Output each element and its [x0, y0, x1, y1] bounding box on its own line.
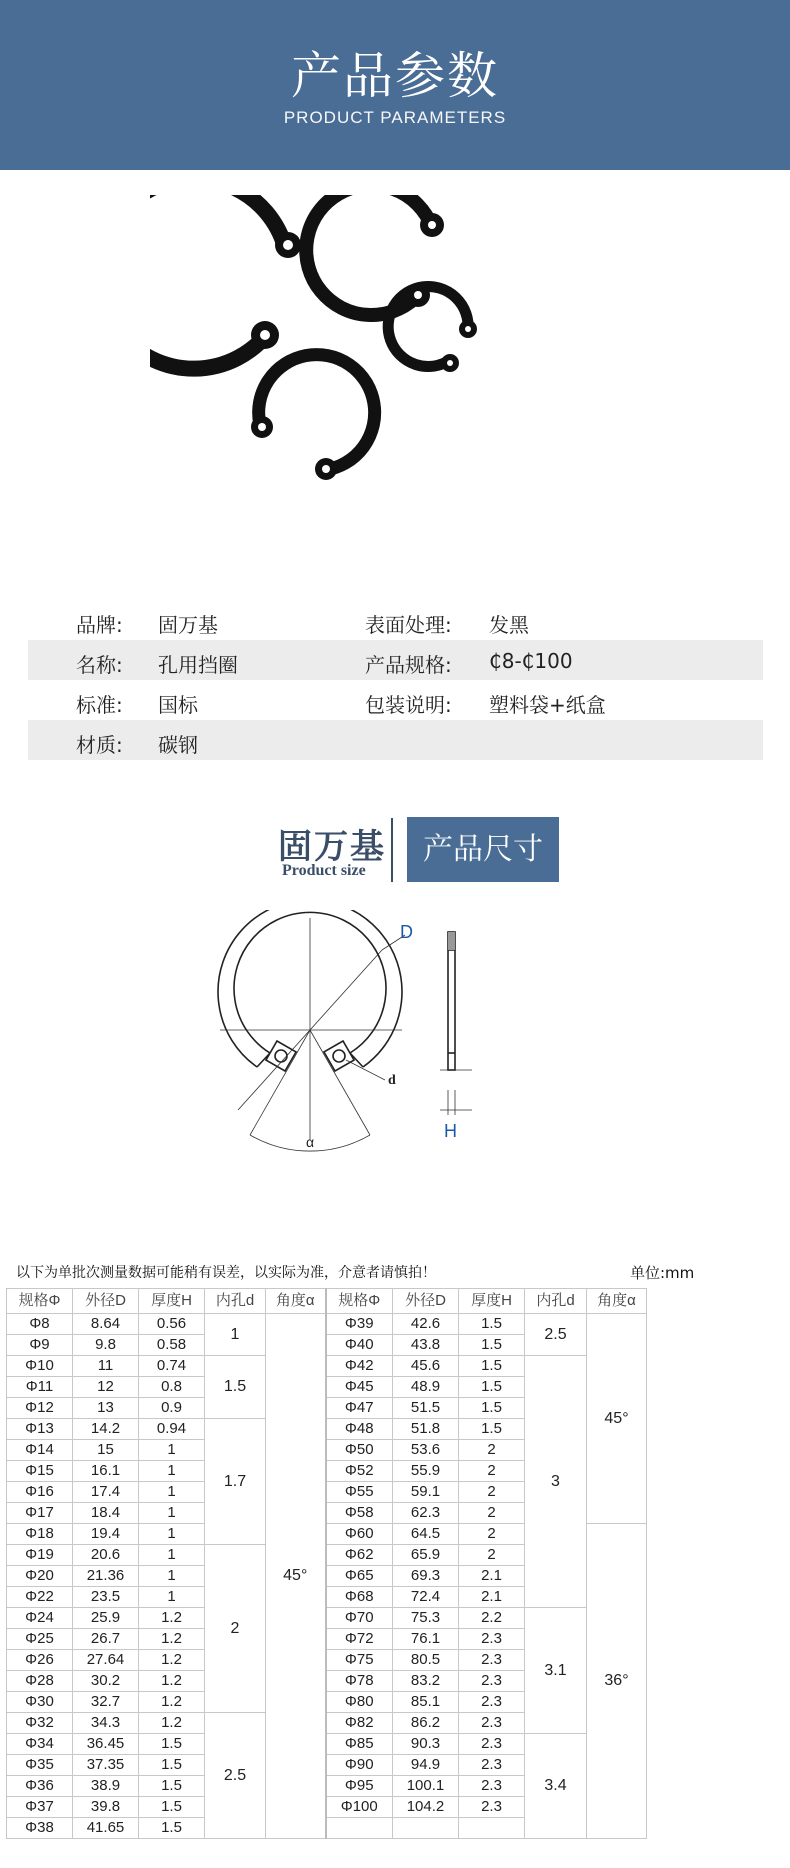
table-cell: 27.64	[73, 1650, 139, 1671]
table-cell: Φ40	[326, 1335, 393, 1356]
hole-size-cell: 2	[205, 1545, 266, 1713]
table-cell: Φ13	[7, 1419, 73, 1440]
table-cell: 37.35	[73, 1755, 139, 1776]
param-row	[28, 640, 763, 680]
param-k2: 包装说明:	[365, 693, 452, 717]
table-cell: 90.3	[393, 1734, 459, 1755]
table-cell	[393, 1818, 459, 1839]
table-cell: Φ70	[326, 1608, 393, 1629]
table-cell: 1	[139, 1503, 205, 1524]
table-cell: Φ26	[7, 1650, 73, 1671]
table-cell: 13	[73, 1398, 139, 1419]
table-cell: 80.5	[393, 1650, 459, 1671]
table-cell: 1.5	[459, 1419, 525, 1440]
column-header: 厚度H	[139, 1289, 205, 1314]
table-cell: 1.5	[139, 1818, 205, 1839]
table-cell: Φ78	[326, 1671, 393, 1692]
page-header	[0, 0, 790, 170]
table-cell: 23.5	[73, 1587, 139, 1608]
table-cell: Φ32	[7, 1713, 73, 1734]
section-title-size: 产品尺寸	[407, 817, 559, 882]
table-cell: 8.64	[73, 1314, 139, 1335]
table-cell: 2.3	[459, 1671, 525, 1692]
table-cell: 41.65	[73, 1818, 139, 1839]
label-H: H	[444, 1121, 457, 1141]
table-cell: 14.2	[73, 1419, 139, 1440]
table-row	[7, 1314, 647, 1335]
table-cell: 1.2	[139, 1608, 205, 1629]
table-cell: 1.2	[139, 1713, 205, 1734]
table-cell: 16.1	[73, 1461, 139, 1482]
table-cell: Φ15	[7, 1461, 73, 1482]
angle-cell: 45°	[266, 1314, 326, 1839]
table-cell: Φ68	[326, 1587, 393, 1608]
table-cell: 2.3	[459, 1650, 525, 1671]
header-title-en: PRODUCT PARAMETERS	[283, 108, 507, 127]
table-cell: Φ25	[7, 1629, 73, 1650]
column-header: 规格Φ	[326, 1289, 393, 1314]
table-cell: Φ62	[326, 1545, 393, 1566]
table-row	[7, 1734, 647, 1755]
hatch-mark	[448, 932, 455, 950]
table-cell: 94.9	[393, 1755, 459, 1776]
table-cell: 2	[459, 1545, 525, 1566]
angle-cell: 45°	[587, 1314, 647, 1524]
table-cell: Φ82	[326, 1713, 393, 1734]
table-cell: Φ80	[326, 1692, 393, 1713]
table-cell	[326, 1818, 393, 1839]
table-cell	[459, 1818, 525, 1839]
table-cell: Φ14	[7, 1440, 73, 1461]
table-cell: Φ52	[326, 1461, 393, 1482]
table-cell: 1.2	[139, 1650, 205, 1671]
table-cell: 1	[139, 1461, 205, 1482]
table-cell: 100.1	[393, 1776, 459, 1797]
label-d: d	[388, 1073, 396, 1088]
brand-divider	[391, 818, 393, 882]
column-header: 角度α	[266, 1289, 326, 1314]
table-cell: Φ60	[326, 1524, 393, 1545]
param-k1: 名称:	[76, 653, 123, 677]
table-cell: Φ35	[7, 1755, 73, 1776]
table-cell: 59.1	[393, 1482, 459, 1503]
table-cell: 2.3	[459, 1755, 525, 1776]
table-cell: Φ95	[326, 1776, 393, 1797]
table-cell: 0.9	[139, 1398, 205, 1419]
table-cell: 12	[73, 1377, 139, 1398]
table-cell: 65.9	[393, 1545, 459, 1566]
table-cell: 1	[139, 1482, 205, 1503]
table-cell: 15	[73, 1440, 139, 1461]
hole-size-cell: 1.7	[205, 1419, 266, 1545]
table-cell: Φ12	[7, 1398, 73, 1419]
table-cell: 86.2	[393, 1713, 459, 1734]
table-cell: 0.58	[139, 1335, 205, 1356]
table-cell: Φ17	[7, 1503, 73, 1524]
table-cell: 1.5	[459, 1314, 525, 1335]
table-cell: 2	[459, 1524, 525, 1545]
param-k1: 品牌:	[76, 613, 123, 637]
table-cell: 2.3	[459, 1734, 525, 1755]
table-cell: 1.2	[139, 1692, 205, 1713]
table-cell: 76.1	[393, 1629, 459, 1650]
column-header: 内孔d	[205, 1289, 266, 1314]
table-cell: Φ18	[7, 1524, 73, 1545]
param-k1: 材质:	[76, 733, 123, 757]
param-k2: 表面处理:	[365, 613, 452, 637]
table-cell: 1.2	[139, 1671, 205, 1692]
table-cell: 38.9	[73, 1776, 139, 1797]
table-cell: 64.5	[393, 1524, 459, 1545]
table-cell: 1.5	[459, 1335, 525, 1356]
table-cell: 83.2	[393, 1671, 459, 1692]
table-cell: Φ85	[326, 1734, 393, 1755]
unit-label: 单位:mm	[630, 1264, 695, 1282]
table-cell: Φ47	[326, 1398, 393, 1419]
table-cell: 2.3	[459, 1797, 525, 1818]
table-cell: 1.5	[139, 1776, 205, 1797]
table-cell: 2	[459, 1461, 525, 1482]
hole-size-cell: 3.1	[525, 1608, 587, 1734]
table-cell: 1	[139, 1524, 205, 1545]
table-cell: 19.4	[73, 1524, 139, 1545]
table-cell: 42.6	[393, 1314, 459, 1335]
table-cell: 69.3	[393, 1566, 459, 1587]
table-cell: Φ50	[326, 1440, 393, 1461]
table-cell: 2.3	[459, 1629, 525, 1650]
table-cell: 1.5	[139, 1797, 205, 1818]
table-cell: 104.2	[393, 1797, 459, 1818]
table-cell: Φ55	[326, 1482, 393, 1503]
table-cell: Φ19	[7, 1545, 73, 1566]
param-v2: ₵8-₵100	[489, 649, 573, 673]
table-cell: 43.8	[393, 1335, 459, 1356]
table-row	[7, 1608, 647, 1629]
table-cell: Φ75	[326, 1650, 393, 1671]
table-cell: 51.5	[393, 1398, 459, 1419]
hole-size-cell: 2.5	[525, 1314, 587, 1356]
spec-table	[6, 1288, 647, 1839]
label-alpha: α	[306, 1134, 315, 1150]
table-cell: 53.6	[393, 1440, 459, 1461]
param-v1: 国标	[158, 693, 198, 717]
table-cell: 11	[73, 1356, 139, 1377]
hole-size-cell: 3	[525, 1356, 587, 1608]
hole-size-cell: 1.5	[205, 1356, 266, 1419]
table-cell: Φ36	[7, 1776, 73, 1797]
table-cell: Φ37	[7, 1797, 73, 1818]
table-cell: Φ20	[7, 1566, 73, 1587]
table-cell: 48.9	[393, 1377, 459, 1398]
table-cell: 36.45	[73, 1734, 139, 1755]
table-cell: 2.3	[459, 1713, 525, 1734]
table-cell: 2.1	[459, 1566, 525, 1587]
table-cell: 2	[459, 1482, 525, 1503]
param-row	[28, 600, 763, 640]
table-cell: 85.1	[393, 1692, 459, 1713]
column-header: 内孔d	[525, 1289, 587, 1314]
table-cell: 2.3	[459, 1776, 525, 1797]
table-cell: 26.7	[73, 1629, 139, 1650]
table-cell: Φ11	[7, 1377, 73, 1398]
column-header: 规格Φ	[7, 1289, 73, 1314]
table-cell: 0.74	[139, 1356, 205, 1377]
table-cell: 17.4	[73, 1482, 139, 1503]
table-cell: Φ28	[7, 1671, 73, 1692]
table-cell: 1.5	[459, 1398, 525, 1419]
table-cell: 39.8	[73, 1797, 139, 1818]
param-row	[28, 720, 763, 760]
table-cell: 25.9	[73, 1608, 139, 1629]
param-k2: 产品规格:	[365, 653, 452, 677]
table-cell: Φ8	[7, 1314, 73, 1335]
table-cell: Φ24	[7, 1608, 73, 1629]
param-v1: 固万基	[158, 613, 218, 637]
column-header: 外径D	[73, 1289, 139, 1314]
table-row	[7, 1356, 647, 1377]
header-title-cn: 产品参数	[291, 47, 499, 105]
param-v2: 塑料袋+纸盒	[489, 693, 606, 717]
table-header-row	[7, 1289, 647, 1314]
table-cell: 2.3	[459, 1692, 525, 1713]
column-header: 外径D	[393, 1289, 459, 1314]
table-cell: 1	[139, 1587, 205, 1608]
table-cell: 20.6	[73, 1545, 139, 1566]
table-cell: 1.5	[459, 1377, 525, 1398]
table-note: 以下为单批次测量数据可能稍有误差，以实际为准，介意者请慎拍！	[16, 1265, 436, 1281]
parameter-list	[28, 600, 763, 760]
table-cell: 9.8	[73, 1335, 139, 1356]
label-D: D	[400, 922, 413, 942]
table-cell: Φ58	[326, 1503, 393, 1524]
table-cell: 1.5	[139, 1734, 205, 1755]
table-cell: Φ10	[7, 1356, 73, 1377]
hole-size-cell: 2.5	[205, 1713, 266, 1839]
param-v1: 碳钢	[158, 733, 198, 757]
table-cell: 32.7	[73, 1692, 139, 1713]
brand-logo: 固万基	[278, 827, 386, 867]
table-cell: 62.3	[393, 1503, 459, 1524]
table-cell: Φ90	[326, 1755, 393, 1776]
table-cell: Φ22	[7, 1587, 73, 1608]
column-header: 角度α	[587, 1289, 647, 1314]
table-cell: 21.36	[73, 1566, 139, 1587]
table-cell: Φ30	[7, 1692, 73, 1713]
param-v1: 孔用挡圈	[158, 653, 238, 677]
table-cell: 2	[459, 1440, 525, 1461]
table-cell: 1	[139, 1440, 205, 1461]
table-cell: Φ100	[326, 1797, 393, 1818]
product-photo	[150, 195, 540, 555]
table-cell: Φ38	[7, 1818, 73, 1839]
table-cell: 0.8	[139, 1377, 205, 1398]
table-cell: 0.94	[139, 1419, 205, 1440]
table-cell: 1.5	[459, 1356, 525, 1377]
brand-logo-subtitle: Product size	[282, 862, 366, 879]
table-cell: 2.1	[459, 1587, 525, 1608]
table-cell: 1	[139, 1545, 205, 1566]
angle-cell: 36°	[587, 1524, 647, 1839]
param-row	[28, 680, 763, 720]
table-cell: 0.56	[139, 1314, 205, 1335]
table-cell: 1.5	[139, 1755, 205, 1776]
param-v2: 发黑	[489, 613, 529, 637]
table-cell: Φ9	[7, 1335, 73, 1356]
table-cell: Φ42	[326, 1356, 393, 1377]
param-k1: 标准:	[76, 693, 123, 717]
table-cell: 72.4	[393, 1587, 459, 1608]
table-cell: 2.2	[459, 1608, 525, 1629]
hole-size-cell: 1	[205, 1314, 266, 1356]
table-cell: 51.8	[393, 1419, 459, 1440]
table-cell: Φ34	[7, 1734, 73, 1755]
hole-size-cell: 3.4	[525, 1734, 587, 1839]
table-cell: 18.4	[73, 1503, 139, 1524]
table-cell: Φ45	[326, 1377, 393, 1398]
table-cell: 45.6	[393, 1356, 459, 1377]
table-cell: 34.3	[73, 1713, 139, 1734]
table-cell: Φ39	[326, 1314, 393, 1335]
technical-drawing	[210, 910, 570, 1190]
table-cell: 1	[139, 1566, 205, 1587]
table-cell: 75.3	[393, 1608, 459, 1629]
column-header: 厚度H	[459, 1289, 525, 1314]
table-cell: Φ65	[326, 1566, 393, 1587]
table-cell: Φ72	[326, 1629, 393, 1650]
table-cell: Φ48	[326, 1419, 393, 1440]
table-cell: 55.9	[393, 1461, 459, 1482]
table-cell: 1.2	[139, 1629, 205, 1650]
table-cell: Φ16	[7, 1482, 73, 1503]
table-cell: 2	[459, 1503, 525, 1524]
table-cell: 30.2	[73, 1671, 139, 1692]
